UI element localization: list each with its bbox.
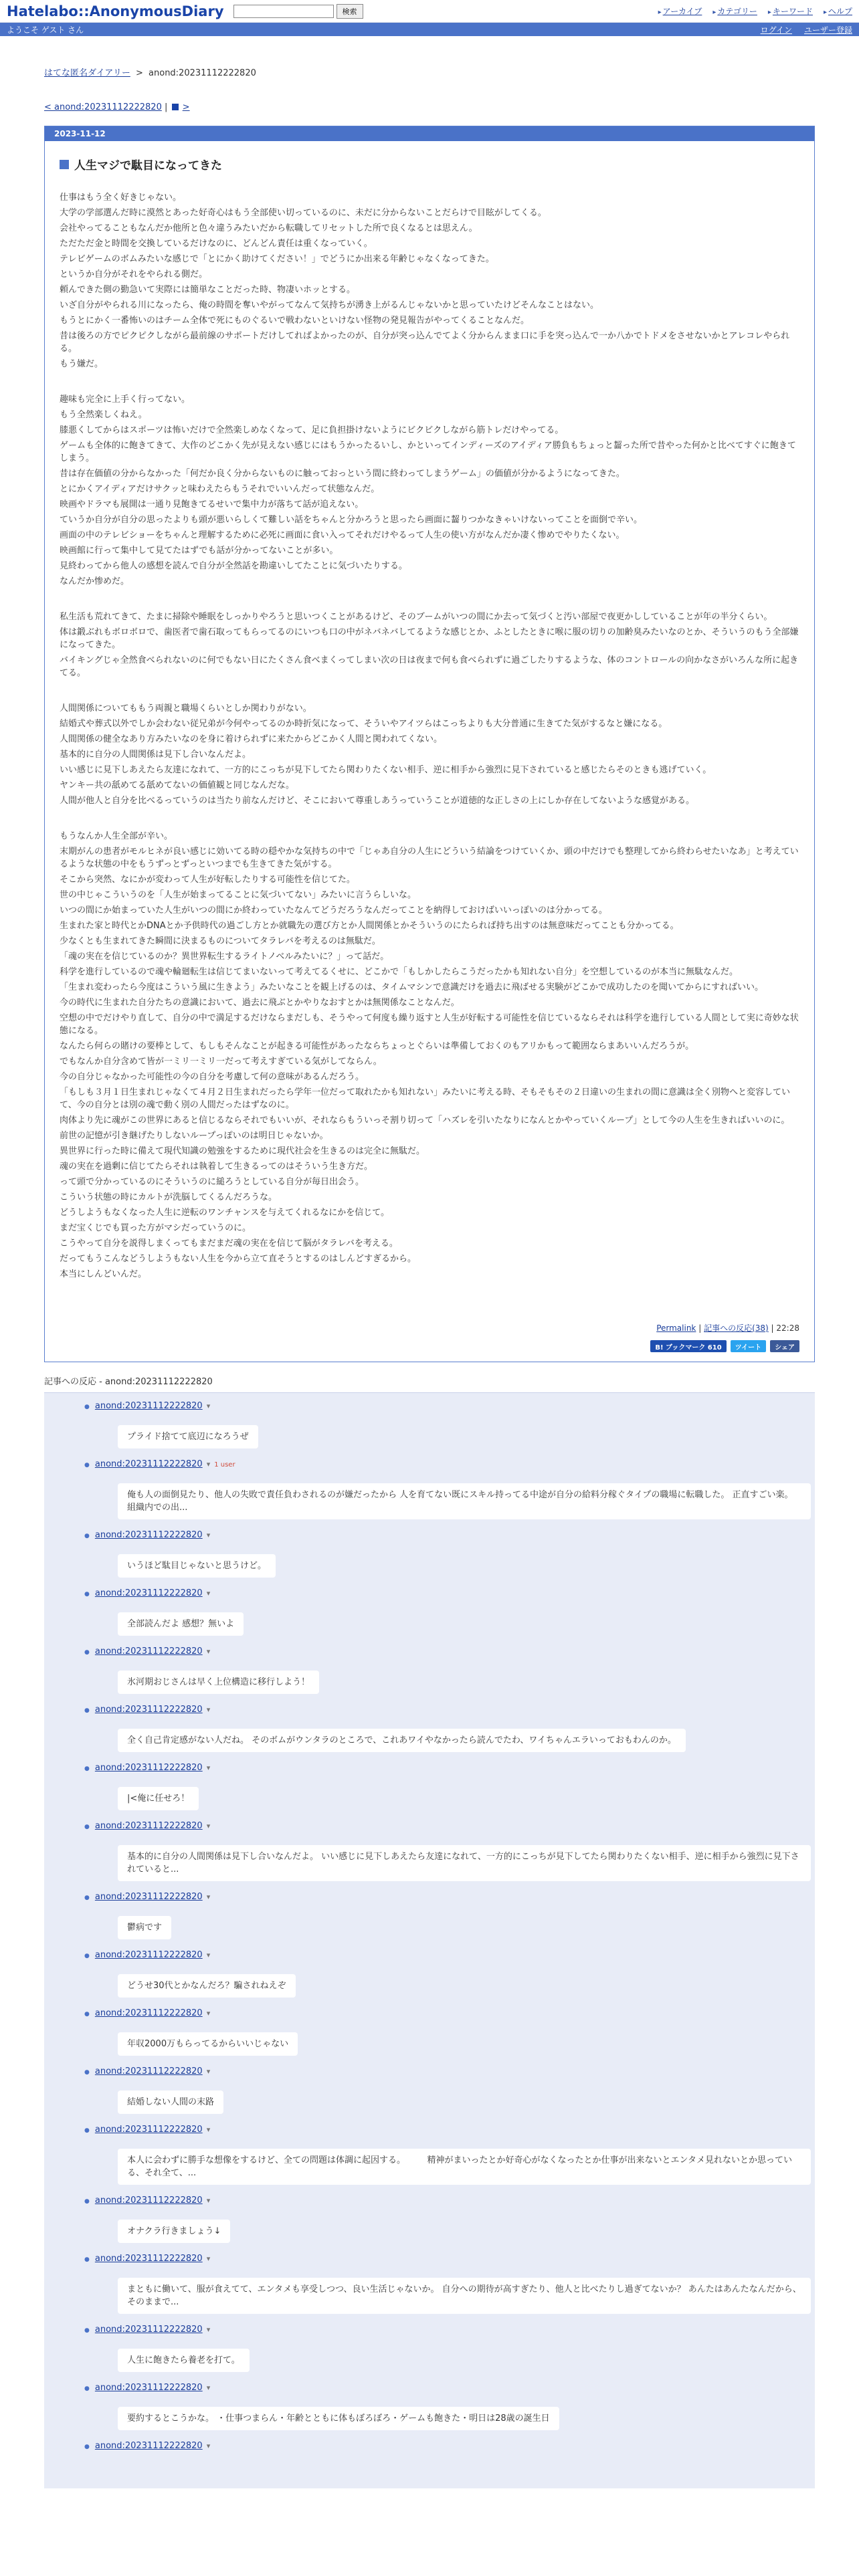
register-link[interactable]: ユーザー登録	[803, 25, 852, 35]
reaction-text: 本人に会わずに勝手な想像をするけど、全ての問題は体調に起因する。 精神がまいったとか好奇心がなくなったとか仕事が出来ないとエンタメ見れないとか思っている、それ全て、...	[118, 2149, 811, 2185]
entry-line: 生まれた家と時代とかDNAとか予供時代の過ごし方とか就職先の選び方とか人間関係とかそういうのにたられば持ち出すのは無意味だってことも分かってる。	[60, 921, 679, 931]
entry-line: ていうか自分が自分の思ったよりも頭が悪いらしくて難しい話をちゃんと分かろうと思ったら画面に齧りつかなきゃいけないってことを面倒で辛い。	[60, 515, 643, 525]
reaction-text: オナクラ行きましょう↓	[118, 2220, 230, 2243]
reaction-author-link[interactable]: anond:20231112222820	[94, 1950, 203, 1960]
entry-line: 見終わってから他人の感想を読んで自分が全然話を勘違いしてたことに気づいたりする。	[60, 561, 407, 571]
entry-line: 前世の記憶が引き継げたりしないループっぽいのは明日じゃないか。	[60, 1131, 328, 1141]
menu-icon[interactable]: ▾	[206, 2325, 211, 2334]
search-button[interactable]: 検索	[337, 4, 363, 19]
login-link[interactable]: ログイン	[760, 25, 792, 35]
reaction-header	[84, 1705, 815, 1715]
entry-line: ヤンキー共の舐めてる舐めてないの価値観と同じなんだな。	[60, 780, 294, 790]
nav-help[interactable]: ▸ ヘルプ	[823, 7, 852, 16]
reaction-header	[84, 2195, 815, 2206]
prev-link[interactable]: < anond:20231112222820	[44, 102, 162, 112]
welcome-bar	[0, 23, 859, 36]
bullet-icon: ●	[84, 2327, 90, 2334]
reaction-text: いうほど駄目じゃないと思うけど。	[118, 1554, 276, 1578]
bullet-icon: ●	[84, 2011, 90, 2018]
entry-line: 肉体より先に魂がこの世界にあると信じるならそれでもいいが、それならもういっそ割り切って「ハズレを引いたなりになんとかやっていくループ」として今の人生を生きればいいのに。	[60, 1115, 790, 1125]
menu-icon[interactable]: ▾	[206, 1531, 211, 1539]
reaction-text: 年収2000万もらってるからいいじゃない	[118, 2032, 298, 2056]
reaction-author-link[interactable]: anond:20231112222820	[94, 2195, 203, 2206]
reaction-author-link[interactable]: anond:20231112222820	[94, 2008, 203, 2018]
breadcrumb-sep: >	[135, 68, 143, 78]
reaction-author-link[interactable]: anond:20231112222820	[94, 2325, 203, 2335]
entry-paragraph	[60, 609, 799, 681]
entry-time: 22:28	[776, 1323, 799, 1333]
pager	[44, 102, 859, 112]
entry-footer	[60, 1322, 799, 1333]
entry-title-text: 人生マジで駄目になってきた	[74, 159, 222, 173]
footer-sep: |	[771, 1323, 777, 1333]
reaction-header	[84, 2066, 815, 2076]
menu-icon[interactable]: ▾	[206, 2196, 211, 2205]
day-section	[44, 126, 815, 1362]
reaction-header	[84, 1892, 815, 1902]
menu-icon[interactable]: ▾	[206, 2125, 211, 2134]
reaction-item	[84, 1892, 815, 1939]
entry-line: いざ自分がやられる川になったら、俺の時間を奪いやがってなんて気持ちが湧き上がるんじゃないかと思っていたけどそんなことはない。	[60, 300, 599, 310]
entry-line: 魂の実在を過剰に信じてたらそれは執着して生きるってのはそういう生き方だ。	[60, 1162, 373, 1172]
entry-line: でもなんか自分含めて皆が一ミリ一ミリ一だって考えすぎている気がしてならん。	[60, 1057, 382, 1067]
reaction-item	[84, 1950, 815, 1998]
reaction-item	[84, 1459, 815, 1519]
entry-line: 「もしも３月１日生まれじゃなくて４月２日生まれだったら学年一位だって取れたかも知れない」みたいに考える時、そもそもその２日違いの生まれの間に意識は全く別物へと変容していて、今の自分とは別の魂で動く別の人間だったはずなのに。	[60, 1087, 791, 1110]
bullet-icon: ●	[84, 1649, 90, 1656]
top-nav	[658, 5, 852, 17]
menu-icon[interactable]: ▾	[206, 1647, 211, 1656]
reaction-text: 氷河期おじさんは早く上位構造に移行しよう！	[118, 1671, 319, 1694]
nav-archive[interactable]: ▸ アーカイブ	[658, 7, 702, 16]
reaction-header	[84, 1401, 815, 1411]
entry-line: って頭で分かっているのにそういうのに縋ろうとしている自分が毎日出会う。	[60, 1177, 365, 1187]
bullet-icon: ●	[84, 1765, 90, 1772]
reaction-author-link[interactable]: anond:20231112222820	[94, 1763, 203, 1773]
bullet-icon: ●	[84, 1462, 90, 1469]
reaction-author-link[interactable]: anond:20231112222820	[94, 1821, 203, 1831]
reaction-item	[84, 2195, 815, 2243]
reaction-text: 人生に飽きたら養老を打て。	[118, 2349, 250, 2372]
entry-line: 私生活も荒れてきて、たまに掃除や睡眠をしっかりやろうと思いつくことがあるけど、そのブームがいつの間にか去って気づくと汚い部屋で夜更かししていることが年の半分くらい。	[60, 612, 773, 622]
entry	[45, 141, 814, 1362]
reaction-author-link[interactable]: anond:20231112222820	[94, 2254, 203, 2264]
entry-line: 仕事はもう全く好きじゃない。	[60, 193, 182, 203]
entry-line: どうしようもなくなった人生に逆転のワンチャンスを与えてくれるなにかを信じて。	[60, 1208, 389, 1218]
entry-line: もうとにかく一番怖いのはチーム全体で死にものぐるいで戦わないといけない怪物の発見報告がやってくることなんだ。	[60, 316, 530, 326]
permalink[interactable]: Permalink	[656, 1323, 696, 1333]
entry-title[interactable]	[60, 156, 799, 173]
day-date: 2023-11-12	[45, 126, 814, 141]
menu-icon[interactable]: ▾	[206, 1705, 211, 1714]
menu-icon[interactable]: ▾	[206, 1402, 211, 1410]
reaction-item	[84, 2441, 815, 2451]
entry-line: ただただ金と時間を交換しているだけなのに、どんどん責任は重くなっていく。	[60, 239, 373, 249]
entry-line: ゲームも全体的に飽きてきて、大作のどこかく先が見えない感じにはもうかったるいし、かといってインディーズのアイディア勝負もちょっと齧った所で昔やった何かと比べてすぐに飽きてしまう。	[60, 441, 796, 463]
entry-line: 昔は後ろの方でピクピクしながら最前線のサポートだけしてればよかったのが、自分が突っ込んでてよく分からんまま口に手を突っ込んで一か八かでトドメをさせないかとアレコレやられる。	[60, 331, 790, 354]
entry-line: 少なくとも生まれてきた瞬間に決まるものについてタラレバを考えるのは無駄だ。	[60, 936, 381, 946]
reaction-text: 俺も人の面倒見たり、他人の失敗で責任負わされるのが嫌だったから 人を育てない既にスキル持ってる中途が自分の給料分稼ぐタイプの職場に転職した。 正直すごい楽。組織内での出...	[118, 1483, 811, 1519]
menu-icon[interactable]: ▾	[206, 1763, 211, 1772]
bullet-icon: ●	[84, 1591, 90, 1598]
footer-sep: |	[698, 1323, 704, 1333]
reaction-header	[84, 1588, 815, 1598]
menu-icon[interactable]: ▾	[206, 1460, 211, 1469]
entry-line: なんだか惨めだ。	[60, 576, 130, 586]
reaction-text: 全部読んだよ 感想？無いよ	[118, 1612, 244, 1636]
entry-line: なんたら何らの賭けの要棒として、もしもそんなことが起きる可能性があったならちょっとぐらいは準備しておくのもアリかもって範囲ならまあいいんだろうが。	[60, 1041, 694, 1051]
bullet-icon: ●	[84, 1953, 90, 1959]
share-buttons	[60, 1340, 799, 1352]
search-input[interactable]	[233, 5, 334, 18]
facebook-share-button[interactable]: シェア	[770, 1340, 799, 1352]
bullet-icon: ●	[84, 1533, 90, 1539]
reaction-header	[84, 2125, 815, 2135]
menu-icon[interactable]: ▾	[206, 2254, 211, 2263]
entry-line: まだ宝くじでも買った方がマシだっていうのに。	[60, 1223, 252, 1233]
bullet-icon: ●	[84, 2385, 90, 2392]
entry-line: 画面の中のテレビショーをちゃんと理解するために必死に画面に食い入ってそれだけやるって人生の使い方がなんだか凄く惨めでやりたくない。	[60, 530, 625, 540]
entry-line: 世の中じゃこういうのを「人生が始まってることに気づいてない」みたいに言うらしいな。	[60, 890, 417, 900]
reaction-item	[84, 2066, 815, 2114]
reaction-author-link[interactable]: anond:20231112222820	[94, 1401, 203, 1411]
menu-icon[interactable]: ▾	[206, 1589, 211, 1598]
bullet-icon: ●	[84, 1404, 90, 1410]
breadcrumb-current: anond:20231112222820	[149, 68, 256, 78]
tweet-button[interactable]: ツイート	[731, 1340, 767, 1352]
reaction-item	[84, 2254, 815, 2314]
entry-line: 膝悪くしてからはスポーツは怖いだけで全然楽しめなくなって、足に負担掛けないようにビクビクしながら筋トレだけやってる。	[60, 425, 564, 435]
top-bar	[0, 0, 859, 23]
entry-paragraph	[60, 392, 799, 589]
hatena-bookmark-button[interactable]: B! ブックマーク 610	[650, 1340, 726, 1352]
entry-line: 「生まれ変わったら今度はこういう風に生きよう」みたいなことを観上げるのは、タイムマシンで意識だけを過去に飛ばせる実験がどこかで成功したのを聞いてからにすればいい。	[60, 982, 764, 992]
entry-line: 大学の学部選んだ時に漠然とあった好奇心はもう全部使い切っているのに、未だに分からないことだらけで目眩がしてくる。	[60, 208, 547, 218]
arrow-icon: ▸	[658, 9, 662, 16]
arrow-icon: ▸	[712, 9, 717, 16]
reaction-text: どうせ30代とかなんだろ？騙されねえぞ	[118, 1974, 296, 1998]
reaction-text: 全く自己肯定感がない人だね。 そのボムがウンタラのところで、これあワイやなかったら読んでたわ、ワイちゃんエラいっておもわんのか。	[118, 1729, 686, 1752]
reaction-author-link[interactable]: anond:20231112222820	[94, 1588, 203, 1598]
entry-line: 本当にしんどいんだ。	[60, 1269, 147, 1279]
entry-line: 今の時代に生まれた自分たちの意識において、過去に飛ぶとかやりなおすとかは無関係なことなんだ。	[60, 998, 460, 1008]
entry-line: 映画館に行って集中して見てたはずでも話が分かってないことが多い。	[60, 546, 339, 556]
entry-body	[60, 190, 799, 1282]
entry-line: 基本的に自分の人間関係は見下し合いなんだよ。	[60, 750, 252, 760]
entry-line: いい感じに見下しあえたら友達になれて、一方的にこっちが見下してたら関わりたくない相手、逆に相手から強烈に見下されていると感じたらそのときも逃げていく。	[60, 765, 712, 775]
reactions-list	[44, 1392, 815, 2488]
entry-line: もう嫌だ。	[60, 359, 104, 369]
reaction-item	[84, 2383, 815, 2430]
reaction-text: 結婚しない人間の末路	[118, 2090, 223, 2114]
entry-paragraph	[60, 701, 799, 809]
reaction-item	[84, 1530, 815, 1578]
arrow-icon: ▸	[823, 9, 827, 16]
reaction-author-link[interactable]: anond:20231112222820	[94, 1646, 203, 1656]
reaction-author-link[interactable]: anond:20231112222820	[94, 1705, 203, 1715]
entry-line: 映画やドラマも展開は一通り見飽きてるせいで集中力が落ちて話が追えない。	[60, 500, 364, 510]
reaction-author-link[interactable]: anond:20231112222820	[94, 1530, 203, 1540]
entry-line: 今の自分じゃなかった可能性の今の自分を考慮して何の意味があるんだろう。	[60, 1072, 365, 1082]
entry-line: 体は鍛ぶれもボロボロで、歯医者で歯石取ってもらってるのにいつも口の中がネバネバしてるような感じとか、ふとしたときに喉に服の切りの加齢臭みたいなのとか、そういうのもう全部嫌になってきた。	[60, 627, 799, 650]
arrow-icon: ▸	[767, 9, 771, 16]
entry-line: 結婚式や葬式以外でしか会わない従兄弟が今何やってるのか時折気になって、そういやアイツらはこっちよりも大分普通に生きてた気がするなと嫌になる。	[60, 719, 668, 729]
entry-paragraph	[60, 190, 799, 372]
menu-icon[interactable]: ▾	[206, 1951, 211, 1959]
menu-icon[interactable]: ▾	[206, 1822, 211, 1830]
menu-icon[interactable]: ▾	[206, 1893, 211, 1901]
reaction-header	[84, 2441, 815, 2451]
entry-line: 人間が他人と自分を比べるっていうのは当たり前なんだけど、そこにおいて尊重しあうっていうことが道徳的な正しさの上にしか存在してないような感覚がある。	[60, 796, 695, 806]
reactions-heading: 記事への反応 - anond:20231112222820	[44, 1377, 213, 1387]
reaction-author-link[interactable]: anond:20231112222820	[94, 2125, 203, 2135]
reaction-item	[84, 1588, 815, 1636]
reaction-item	[84, 1763, 815, 1810]
reaction-text: 基本的に自分の人間関係は見下し合いなんだよ。 いい感じに見下しあえたら友達になれて、一方的にこっちが見下してたら関わりたくない相手、逆に相手から強烈に見下されていると...	[118, 1845, 811, 1881]
entry-paragraph	[60, 829, 799, 1282]
entry-line: 「魂の実在を信じているのか？異世界転生するライトノベルみたいに？」って話だ。	[60, 952, 389, 962]
reaction-header	[84, 2008, 815, 2018]
reaction-author-link[interactable]: anond:20231112222820	[94, 2066, 203, 2076]
entry-line: だってもうこんなどうしようもない人生を今から立て直そうとするのはしんどすぎるから。	[60, 1254, 417, 1264]
breadcrumb-home[interactable]: はてな匿名ダイアリー	[44, 68, 130, 78]
entry-line: とにかくアイディアだけサクッと味わえたらもうそれでいいんだって状態なんだ。	[60, 484, 380, 494]
entry-line: 科学を進行しているので魂や輪廻転生は信じてまいないって考えてるくせに、どこかで「もしかしたらこうだったかも知れない自分」を空想しているのが本当に無駄なんだ。	[60, 967, 739, 977]
reaction-item	[84, 2008, 815, 2056]
entry-line: 空想の中でだけやり直して、自分の中で満足するだけならまだしも、そうやって何度も繰り返すと人生が好転する可能性を信じているならそれは科学を進行している人間として実に奇妙な状態になる。	[60, 1013, 799, 1036]
menu-icon[interactable]: ▾	[206, 2442, 211, 2450]
entry-line: そこから突然、なにかが変わって人生が好転したりする可能性を信じてた。	[60, 875, 355, 885]
entry-line: 会社やってることもなんだか他所と色々違うみたいだから転職してリセットした所で良くなるとは思えん。	[60, 223, 478, 233]
reaction-header	[84, 2383, 815, 2393]
bullet-icon: ●	[84, 2069, 90, 2076]
nav-keyword[interactable]: ▸ キーワード	[767, 7, 813, 16]
welcome-text: ようこそ ゲスト さん	[7, 25, 84, 35]
reaction-header	[84, 2325, 815, 2335]
entry-line: いつの間にか始まっていた人生がいつの間にか終わっていたなんてどうだろうなんだってことを納得しておけばいいっぽいのは分かってる。	[60, 905, 607, 916]
bullet-icon: ●	[84, 1824, 90, 1830]
reaction-header	[84, 1530, 815, 1540]
nav-category[interactable]: ▸ カテゴリー	[712, 7, 757, 16]
entry-line: 異世界に行った時に備えて現代知識の勉強をするために現代社会を生きるのは完全に無駄だ。	[60, 1146, 425, 1156]
reaction-author-link[interactable]: anond:20231112222820	[94, 1892, 203, 1902]
entry-line: というか自分がそれをやられる側だ。	[60, 270, 208, 280]
reaction-author-link[interactable]: anond:20231112222820	[94, 2441, 203, 2451]
bullet-icon: ●	[84, 2127, 90, 2134]
entry-line: 昔は存在価値の分からなかった「何だか良く分からないものに触っておっという間に終わってしまうゲーム」の価値が分かるようになってきた。	[60, 469, 625, 479]
reaction-item	[84, 1401, 815, 1448]
reaction-header	[84, 2254, 815, 2264]
breadcrumb	[44, 66, 859, 78]
reaction-header	[84, 1459, 815, 1469]
bookmark-count-badge[interactable]: 1 user	[214, 1461, 235, 1469]
reaction-item	[84, 1705, 815, 1752]
reaction-header	[84, 1950, 815, 1960]
entry-line: もうなんか人生全部が辛い。	[60, 831, 173, 841]
menu-icon[interactable]: ▾	[206, 2383, 211, 2392]
bullet-icon: ●	[84, 1707, 90, 1714]
reaction-author-link[interactable]: anond:20231112222820	[94, 1459, 203, 1469]
square-icon[interactable]	[172, 104, 179, 110]
reaction-item	[84, 2325, 815, 2372]
reaction-header	[84, 1646, 815, 1656]
square-icon	[60, 160, 69, 169]
reaction-author-link[interactable]: anond:20231112222820	[94, 2383, 203, 2393]
entry-line: 末期がんの患者がモルヒネが良い感じに効いてる時の穏やかな気持ちの中で「じゃあ自分の人生にどういう結論をつけていくか、頭の中だけでも整理してから終わらせたいなあ」と考えているような状態の中をもうずっとずっといつまでも生きてきた気がする。	[60, 847, 799, 869]
entry-line: こういう状態の時にカルトが洗脳してくるんだろうな。	[60, 1192, 278, 1202]
entry-line: 人間関係の健全なあり方みたいなのを身に着けられずに来たからどこかく人間と関われてくない。	[60, 734, 443, 744]
entry-line: テレビゲームのボムみたいな感じで「とにかく助けてください！」でどうにか出来る年齢じゃなくなってきた。	[60, 254, 494, 264]
reaction-header	[84, 1821, 815, 1831]
menu-icon[interactable]: ▾	[206, 2067, 211, 2076]
reaction-link[interactable]: 記事への反応(38)	[704, 1323, 769, 1333]
reaction-text: まともに働いて、服が食えてて、エンタメも享受しつつ、良い生活じゃないか。 自分への期待が高すぎたり、他人と比べたりし過ぎてないか？ あんたはあんたなんだから、そのままで...	[118, 2278, 811, 2314]
menu-icon[interactable]: ▾	[206, 2009, 211, 2018]
reaction-item	[84, 2125, 815, 2185]
bullet-icon: ●	[84, 1895, 90, 1901]
entry-line: もう全然楽しくねえ。	[60, 410, 147, 420]
reaction-item	[84, 1821, 815, 1881]
entry-line: バイキングじゃ全然食べられないのに何でもない日にたくさん食べまくってしまい次の日は夜まで何も食べられずに過ごしたりするような、体のコントロールの向かなさがいろんな所に起きてる。	[60, 655, 799, 678]
entry-line: 趣味も完全に上手く行ってない。	[60, 395, 191, 405]
reaction-header	[84, 1763, 815, 1773]
reaction-item	[84, 1646, 815, 1694]
entry-line: こうやって自分を説得しまくってもまだまだ魂の実在を信じて脳がタラレバを考える。	[60, 1239, 398, 1249]
bullet-icon: ●	[84, 2444, 90, 2450]
entry-line: 人間関係についてももう両親と職場くらいとしか関わりがない。	[60, 704, 312, 714]
pager-separator: |	[165, 102, 168, 112]
reaction-text: |<俺に任せろ！	[118, 1787, 199, 1810]
reaction-text: 要約するとこうかな。 ・仕事つまらん・年齢とともに体もぼろぼろ・ゲームも飽きた・明日は28歳の誕生日	[118, 2407, 559, 2430]
entry-line: 頼んできた側の勤急いて実際には簡単なことだった時、物凄いホッとする。	[60, 285, 356, 295]
bullet-icon: ●	[84, 2198, 90, 2205]
reaction-text: プライド捨てて底辺になろうぜ	[118, 1425, 258, 1448]
bullet-icon: ●	[84, 2256, 90, 2263]
next-link[interactable]: >	[182, 102, 190, 112]
reaction-text: 鬱病です	[118, 1916, 171, 1939]
site-logo[interactable]: Hatelabo::AnonymousDiary	[7, 3, 224, 19]
